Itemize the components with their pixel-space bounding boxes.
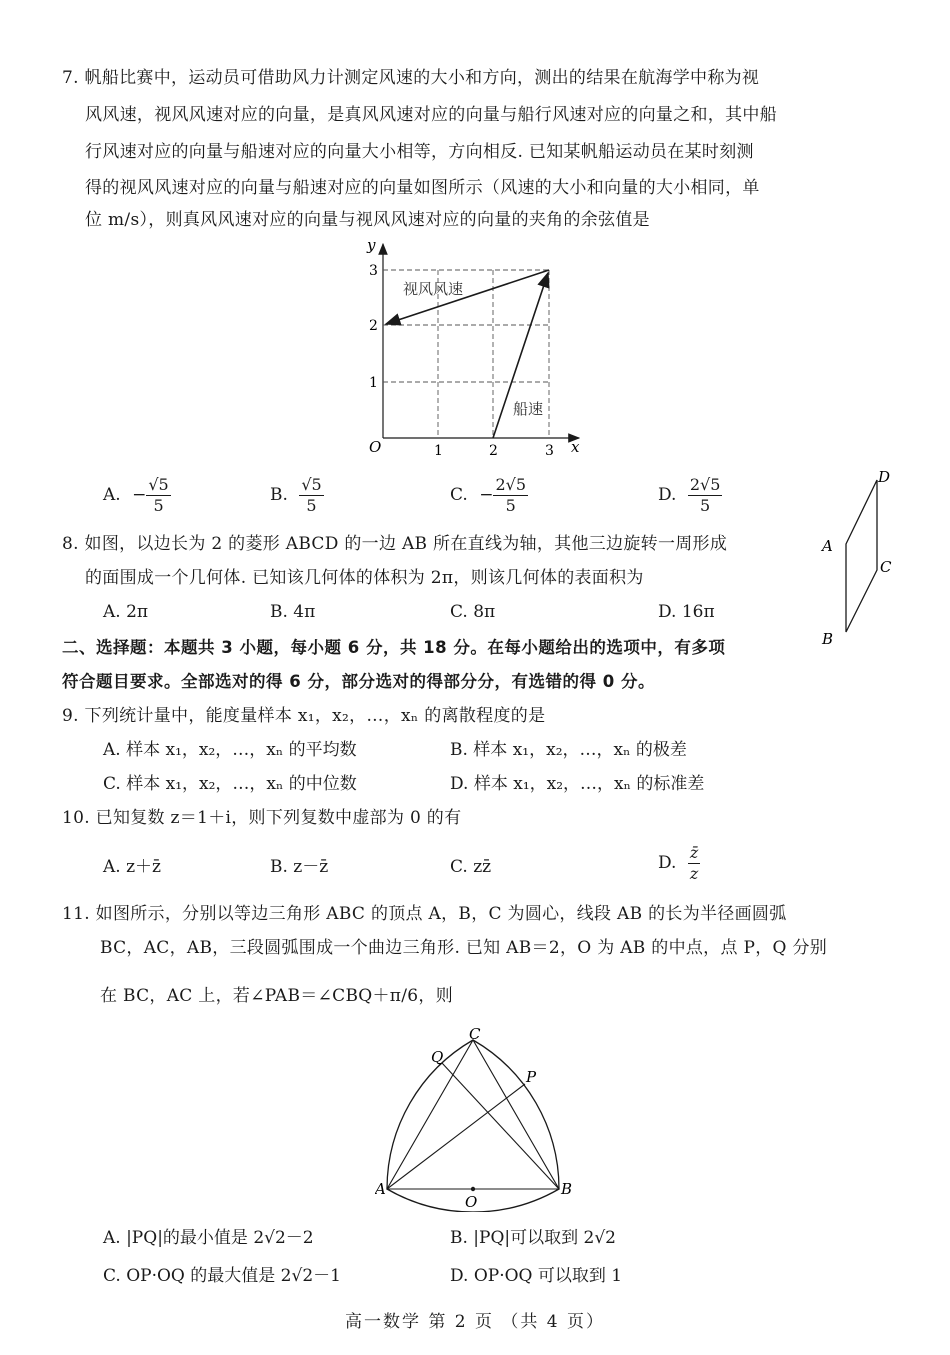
q10-option-c: C. zz̄ bbox=[450, 857, 492, 877]
vertex-a-label: A bbox=[822, 537, 833, 555]
fraction-denominator: 5 bbox=[505, 496, 516, 515]
vertex-d-label: D bbox=[878, 468, 891, 486]
q8-rhombus-figure bbox=[812, 462, 902, 652]
section2-heading-line-1: 二、选择题：本题共 3 小题，每小题 6 分，共 18 分。在每小题给出的选项中，有多项 bbox=[62, 638, 726, 657]
fraction-denominator: 5 bbox=[700, 496, 711, 515]
segment-ap bbox=[387, 1084, 525, 1189]
q7-line-3: 行风速对应的向量与船速对应的向量大小相等，方向相反. 已知某帆船运动员在某时刻测 bbox=[85, 142, 754, 162]
q8-line-1: 8. 如图，以边长为 2 的菱形 ABCD 的一边 AB 所在直线为轴，其他三边旋转一周形成 bbox=[62, 534, 728, 554]
q9-stem: 9. 下列统计量中，能度量样本 x₁，x₂，…，xₙ 的离散程度的是 bbox=[62, 706, 546, 726]
q7-option-c bbox=[450, 475, 528, 516]
label-c: C bbox=[469, 1026, 481, 1043]
label-q: Q bbox=[431, 1048, 444, 1066]
x-tick-2: 2 bbox=[489, 443, 498, 459]
fraction-numerator: 2√5 bbox=[689, 475, 721, 494]
option-letter: A. bbox=[103, 485, 121, 505]
q10-option-d bbox=[658, 843, 700, 884]
fraction-numerator: √5 bbox=[301, 475, 322, 494]
option-sign: − bbox=[132, 485, 147, 505]
q7-line-4: 得的视风风速对应的向量与船速对应的向量如图所示（风速的大小和向量的大小相同，单 bbox=[85, 178, 760, 198]
y-tick-2: 2 bbox=[369, 318, 378, 334]
q11-option-d: D. OP·OQ 可以取到 1 bbox=[450, 1266, 623, 1286]
q10-option-a: A. z＋z̄ bbox=[103, 857, 161, 877]
option-fraction bbox=[688, 475, 723, 516]
option-fraction bbox=[299, 475, 323, 516]
x-tick-1: 1 bbox=[434, 443, 443, 459]
q11-option-c: C. OP·OQ 的最大值是 2√2－1 bbox=[103, 1266, 341, 1286]
fraction-numerator: z̄ bbox=[689, 843, 699, 862]
q10-stem: 10. 已知复数 z＝1＋i，则下列复数中虚部为 0 的有 bbox=[62, 808, 462, 828]
option-letter: D. bbox=[658, 485, 677, 505]
q8-option-b: B. 4π bbox=[270, 602, 316, 622]
q11-curved-triangle-figure bbox=[375, 1026, 575, 1212]
q8-option-a: A. 2π bbox=[103, 602, 149, 622]
q7-option-b bbox=[270, 475, 324, 516]
fraction-denominator: 5 bbox=[306, 496, 317, 515]
q8-option-c: C. 8π bbox=[450, 602, 496, 622]
y-tick-3: 3 bbox=[369, 263, 378, 279]
q7-line-2: 风风速，视风风速对应的向量，是真风风速对应的向量与船行风速对应的向量之和，其中船 bbox=[85, 105, 777, 125]
vertex-b-label: B bbox=[822, 630, 834, 648]
label-o: O bbox=[465, 1193, 478, 1211]
q8-line-2: 的面围成一个几何体. 已知该几何体的体积为 2π，则该几何体的表面积为 bbox=[85, 568, 644, 588]
q11-line-1: 11. 如图所示，分别以等边三角形 ABC 的顶点 A，B，C 为圆心，线段 AB 的长为半径画圆弧 bbox=[62, 904, 787, 924]
q9-option-a: A. 样本 x₁，x₂，…，xₙ 的平均数 bbox=[103, 740, 357, 760]
label-p: P bbox=[526, 1068, 537, 1086]
option-letter: C. bbox=[450, 485, 468, 505]
segment-bq bbox=[442, 1063, 559, 1189]
q7-option-d bbox=[658, 475, 722, 516]
q7-line-5: 位 m/s），则真风风速对应的向量与视风风速对应的向量的夹角的余弦值是 bbox=[85, 210, 650, 230]
q7-line-1: 7. 帆船比赛中，运动员可借助风力计测定风速的大小和方向，测出的结果在航海学中称为视 bbox=[62, 68, 760, 88]
triangle-abc bbox=[387, 1040, 559, 1189]
option-letter: D. bbox=[658, 853, 677, 873]
label-b: B bbox=[561, 1180, 573, 1198]
section2-heading-line-2: 符合题目要求。全部选对的得 6 分，部分选对的得部分分，有选错的得 0 分。 bbox=[62, 672, 655, 691]
fraction-denominator: 5 bbox=[153, 496, 164, 515]
q9-option-c: C. 样本 x₁，x₂，…，xₙ 的中位数 bbox=[103, 774, 357, 794]
option-fraction bbox=[688, 843, 700, 884]
y-axis-label: y bbox=[367, 236, 376, 254]
q9-option-b: B. 样本 x₁，x₂，…，xₙ 的极差 bbox=[450, 740, 687, 760]
option-fraction bbox=[493, 475, 528, 516]
q9-option-d: D. 样本 x₁，x₂，…，xₙ 的标准差 bbox=[450, 774, 705, 794]
x-axis-label: x bbox=[571, 438, 580, 456]
y-tick-1: 1 bbox=[369, 375, 378, 391]
q7-option-a bbox=[103, 475, 171, 516]
rhombus-abcd bbox=[846, 480, 877, 632]
point-o bbox=[471, 1187, 475, 1191]
option-letter: B. bbox=[270, 485, 288, 505]
vertex-c-label: C bbox=[880, 558, 892, 576]
fraction-numerator: √5 bbox=[148, 475, 169, 494]
label-a: A bbox=[375, 1180, 386, 1198]
q8-option-d: D. 16π bbox=[658, 602, 715, 622]
q10-option-b: B. z－z̄ bbox=[270, 857, 329, 877]
fraction-denominator: z bbox=[689, 864, 699, 883]
q11-option-a: A. |PQ|的最小值是 2√2－2 bbox=[103, 1228, 314, 1248]
boat-speed-label: 船速 bbox=[513, 400, 544, 418]
option-fraction bbox=[146, 475, 170, 516]
fraction-numerator: 2√5 bbox=[495, 475, 527, 494]
page-footer: 高一数学 第 2 页 （共 4 页） bbox=[344, 1312, 606, 1332]
origin-label: O bbox=[369, 438, 382, 456]
x-tick-3: 3 bbox=[545, 443, 554, 459]
q11-option-b: B. |PQ|可以取到 2√2 bbox=[450, 1228, 616, 1248]
q7-vector-figure bbox=[355, 232, 595, 464]
apparent-wind-label: 视风风速 bbox=[403, 280, 464, 298]
option-sign: − bbox=[479, 485, 494, 505]
q11-line-2: BC，AC，AB，三段圆弧围成一个曲边三角形. 已知 AB＝2，O 为 AB 的中点，点 P，Q 分别 bbox=[100, 938, 828, 958]
q11-line-3: 在 BC，AC 上，若∠PAB＝∠CBQ＋π/6，则 bbox=[100, 986, 453, 1006]
